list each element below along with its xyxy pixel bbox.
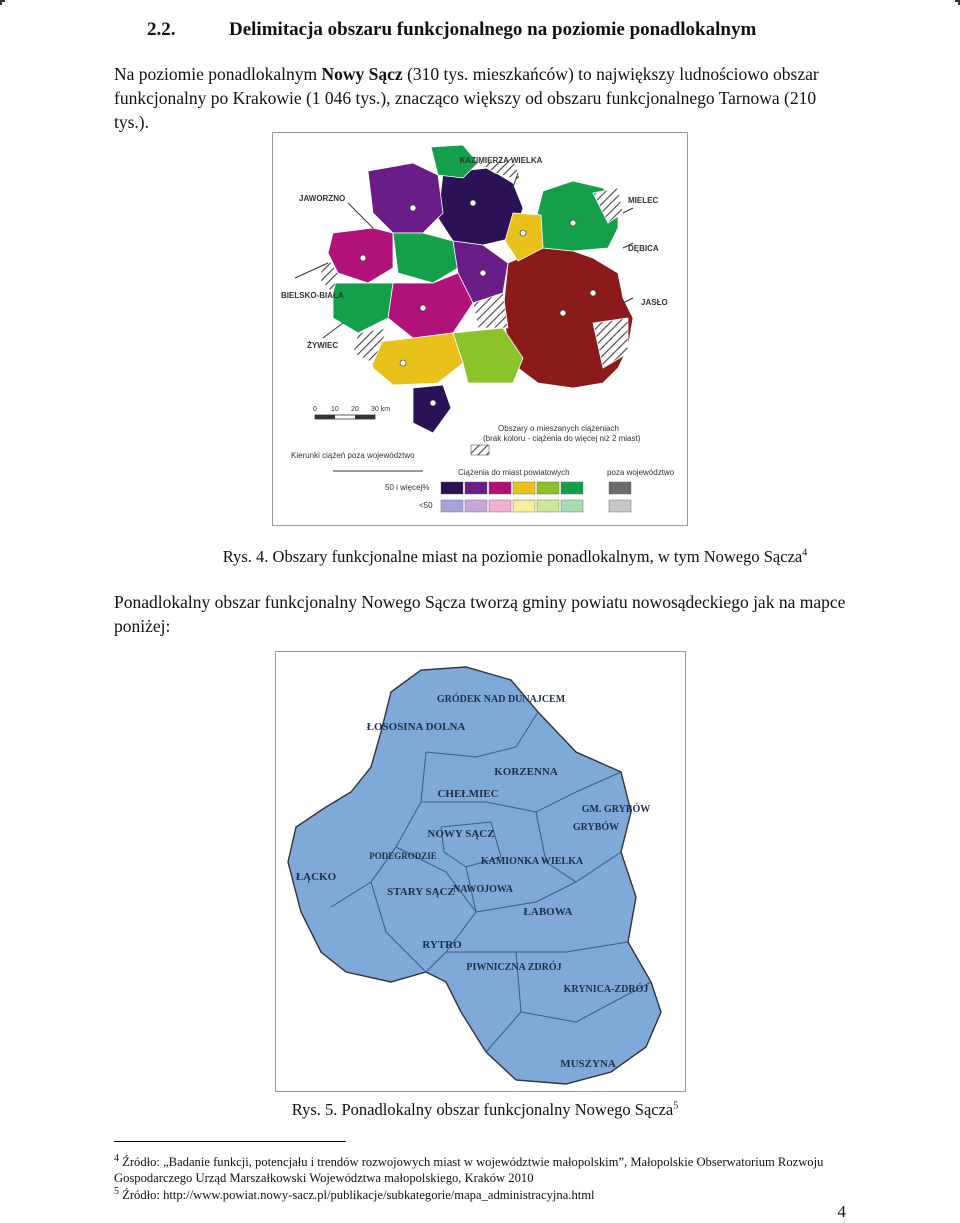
footnote-separator <box>114 1141 346 1142</box>
intro-text-start: Na poziomie ponadlokalnym <box>114 64 322 84</box>
gmina-korzenna: KORZENNA <box>494 766 558 778</box>
legend-row-high: 50 i więcej% <box>385 483 430 492</box>
legend-swatch-low-5 <box>561 500 583 512</box>
legend-outside: poza województwo <box>607 468 675 477</box>
functional-areas-map <box>272 132 688 526</box>
footnote-4 <box>114 1154 864 1186</box>
gmina-grodek: GRÓDEK NAD DUNAJCEM <box>436 694 566 705</box>
legend-swatch-high-5 <box>561 482 583 494</box>
scale-tick-30: 30 km <box>371 406 391 413</box>
gmina-stary-sacz: STARY SĄCZ <box>387 886 455 898</box>
section-heading <box>147 19 756 41</box>
figure2-caption <box>190 1100 780 1120</box>
section-number: 2.2. <box>147 19 176 40</box>
gmina-muszyna: MUSZYNA <box>560 1058 616 1070</box>
gmina-kamionka: KAMIONKA WIELKA <box>480 856 584 867</box>
legend-swatch-low-4 <box>537 500 559 512</box>
legend-swatches <box>441 482 631 512</box>
legend-swatch-low-3 <box>513 500 535 512</box>
gmina-nowy-sacz: NOWY SĄCZ <box>427 828 495 840</box>
page-corner-mark-left <box>0 0 5 5</box>
gmina-gl-grybow: GM. GRYBÓW <box>581 804 651 815</box>
scale-tick-0: 0 <box>313 406 317 413</box>
region-maroon-east <box>503 248 633 388</box>
city-label-kazimierza: KAZIMIERZA WIELKA <box>459 156 543 165</box>
legend-row-low: <50 <box>419 501 433 510</box>
gmina-nawojowa: NAWOJOWA <box>452 884 514 895</box>
gmina-labowa: ŁABOWA <box>523 906 573 918</box>
gmina-grybow: GRYBÓW <box>572 822 620 833</box>
legend-swatch-low-1 <box>465 500 487 512</box>
nowy-sacz-county-map <box>275 651 686 1092</box>
city-label-debica: DĘBICA <box>628 244 659 253</box>
region-magenta-south <box>388 273 473 338</box>
page-corner-mark-right <box>955 0 960 5</box>
footnote-5-number: 5 <box>114 1185 119 1197</box>
city-label-zywiec: ŻYWIEC <box>307 341 339 350</box>
region-purple-northwest <box>368 163 443 233</box>
legend-swatch-high-0 <box>441 482 463 494</box>
second-paragraph: Ponadlokalny obszar funkcjonalny Nowego Sącza tworzą gminy powiatu nowosądeckiego jak na mapce poniżej: <box>114 592 846 636</box>
legend-swatch-high-2 <box>489 482 511 494</box>
legend-directions: Kierunki ciążeń poza województwo <box>291 451 415 460</box>
intro-paragraph <box>114 62 854 134</box>
intro-text-end: (310 tys. mieszkańców) to największy ludnościowo obszar funkcjonalny po Krakowie (1 046 tys.), znacząco większy od obszaru funkcjonalnego Tarnowa (210 tys.). <box>114 64 819 132</box>
scale-tick-20: 20 <box>351 406 359 413</box>
legend-swatch-low-2 <box>489 500 511 512</box>
region-green-center <box>393 233 458 283</box>
gmina-rytro: RYTRO <box>422 939 462 951</box>
legend-swatch-high-1 <box>465 482 487 494</box>
county-outline <box>288 667 661 1084</box>
city-label-mielec: MIELEC <box>628 196 659 205</box>
gmina-lacko: ŁĄCKO <box>295 871 337 883</box>
legend-swatch-outside-high <box>609 482 631 494</box>
footnote-5-text: Źródło: http://www.powiat.nowy-sacz.pl/publikacje/subkategorie/mapa_administracyjna.html <box>122 1188 595 1202</box>
gmina-lososina: ŁOSOSINA DOLNA <box>366 721 466 733</box>
gmina-podegrodzie: PODEGRODZIE <box>369 851 437 861</box>
figure2-caption-text: Rys. 5. Ponadlokalny obszar funkcjonalny Nowego Sącza <box>291 1100 674 1119</box>
city-label-jaslo: JASŁO <box>641 298 668 307</box>
figure1-caption-text: Rys. 4. Obszary funkcjonalne miast na poziomie ponadlokalnym, w tym Nowego Sącza <box>222 547 803 566</box>
legend-swatch-high-4 <box>537 482 559 494</box>
page-number: 4 <box>837 1202 846 1221</box>
scale-bar <box>313 406 390 419</box>
gmina-chelmiec: CHEŁMIEC <box>437 788 499 800</box>
gmina-piwniczna: PIWNICZNA ZDRÓJ <box>466 962 562 973</box>
intro-city-name: Nowy Sącz <box>321 64 403 84</box>
region-navy-south <box>413 385 451 433</box>
section-title: Delimitacja obszaru funkcjonalnego na poziomie ponadlokalnym <box>229 19 757 40</box>
legend-swatch-outside-low <box>609 500 631 512</box>
scale-tick-10: 10 <box>331 406 339 413</box>
city-label-jaworzno: JAWORZNO <box>299 194 346 203</box>
legend-mixed-title: Obszary o mieszanych ciążeniach <box>498 424 619 433</box>
legend-mixed-note: (brak koloru - ciążenia do więcej niż 2 miast) <box>483 434 641 443</box>
footnote-4-number: 4 <box>114 1152 119 1164</box>
city-label-bielsko: BIELSKO-BIAŁA <box>281 291 344 300</box>
legend-county-towns: Ciążenia do miast powiatowych <box>458 468 570 477</box>
gmina-krynica: KRYNICA-ZDRÓJ <box>563 984 649 995</box>
footnote-4-text: Źródło: „Badanie funkcji, potencjału i trendów rozwojowych miast w województwie małopolskim”, Małopolskie Obserwatorium Rozwoju Gospodarczego Urząd Marszałkowski Województwa małopolskiego, Kraków 2010 <box>114 1155 824 1185</box>
figure1-caption <box>195 547 835 567</box>
figure2-footnote-ref: 5 <box>673 1100 679 1112</box>
figure1-footnote-ref: 4 <box>802 547 808 559</box>
legend-swatch-low-0 <box>441 500 463 512</box>
legend-swatch-high-3 <box>513 482 535 494</box>
map-legend <box>291 424 675 512</box>
footnote-5 <box>114 1187 864 1203</box>
